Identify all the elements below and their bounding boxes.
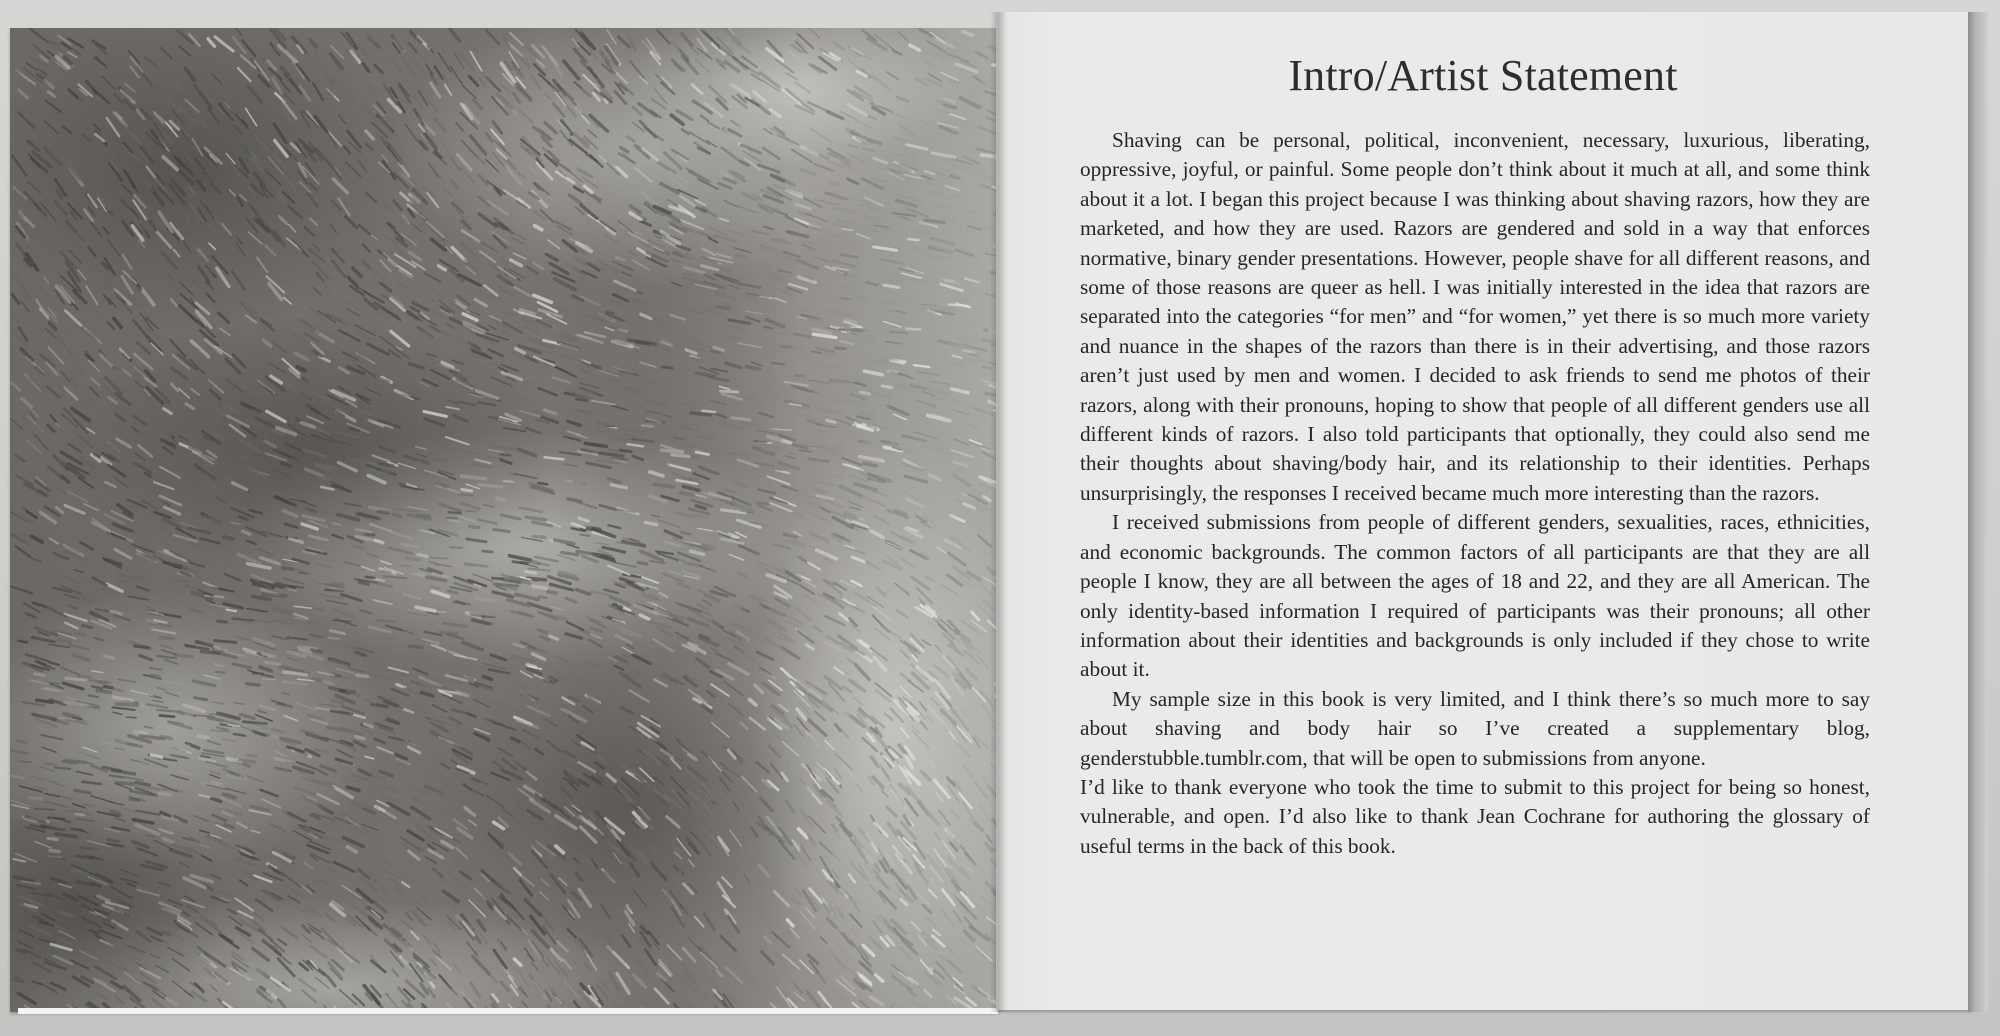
paragraph-4: I’d like to thank everyone who took the time to submit to this project for being so honest, vulnerable, and open. I’d also like to thank Jean Cochrane for authoring the glossary of useful terms in the back of this book.	[1080, 774, 1870, 858]
statement-body	[1080, 126, 1870, 861]
paragraph-2: I received submissions from people of different genders, sexualities, races, ethnicities, and economic backgrounds. The common factors of all participants are that they are all people I know, they are all between the ages of 18 and 22, and they are all American. The only identity-based information I required of participants was their pronouns; all other information about their identities and backgrounds is only included if they chose to write about it.	[1080, 510, 1870, 682]
body-hair-photo	[10, 28, 998, 1012]
page-edge-shadow	[1968, 12, 1988, 1012]
photo-page-bottom-edge	[18, 1008, 998, 1014]
page-title: Intro/Artist Statement	[1288, 51, 1678, 100]
book-spine-shadow	[990, 12, 1006, 1012]
text-page	[996, 12, 1970, 1010]
paragraph-1: Shaving can be personal, political, inconvenient, necessary, luxurious, liberating, oppressive, joyful, or painful. Some people don’t think about it much at all, and some think about it a lot. I began this project because I was thinking about shaving razors, how they are marketed, and how they are used. Razors are gendered and sold in a way that enforces normative, binary gender presentations. However, people shave for all different reasons, and some of those reasons are queer as hell. I was initially interested in the idea that razors are separated into the categories “for men” and “for women,” yet there is so much more variety and nuance in the shapes of the razors than there is in their advertising, and those razors aren’t just used by men and women. I decided to ask friends to send me photos of their razors, along with their pronouns, hoping to show that people of all different genders use all different kinds of razors. I also told participants that optionally, they could also send me their thoughts about shaving/body hair, and its relationship to their identities. Perhaps unsurprisingly, the responses I received became much more interesting than the razors.	[1080, 128, 1870, 505]
paragraph-3: My sample size in this book is very limited, and I think there’s so much more to say about shaving and body hair so I’ve created a supplementary blog, genderstubble.tumblr.com, that will be open to submissions from anyone.	[1080, 686, 1870, 770]
hair-texture-image	[10, 28, 998, 1012]
